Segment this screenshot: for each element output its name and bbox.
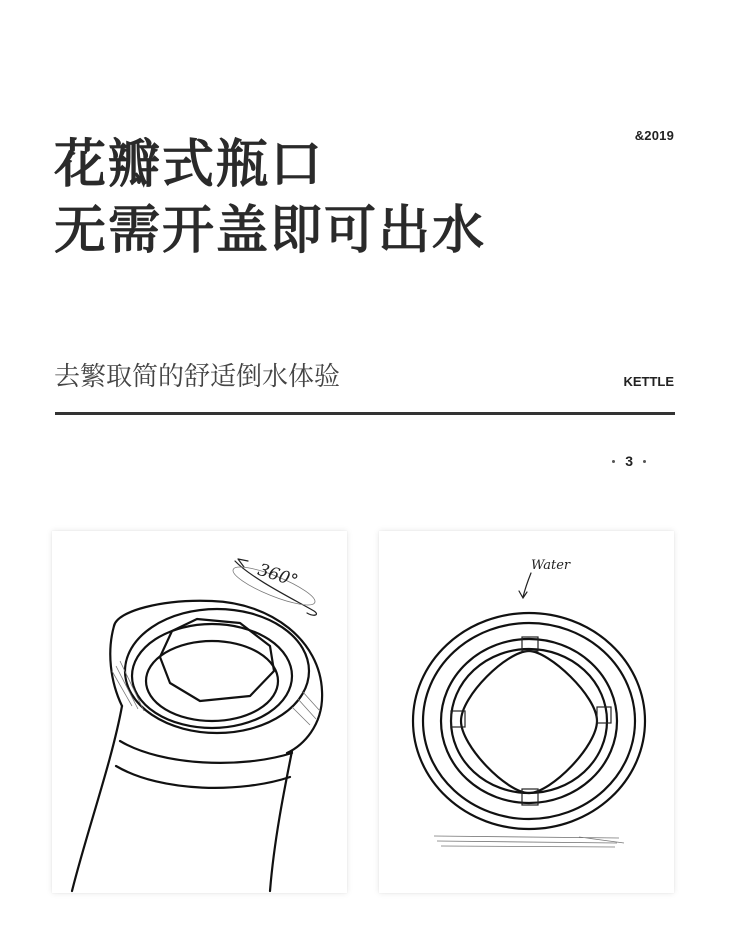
headline bbox=[54, 132, 486, 264]
bottle-sketch-card bbox=[52, 531, 347, 893]
bottle-body bbox=[72, 601, 322, 891]
bottle-sketch-illustration bbox=[52, 531, 347, 893]
water-annotation: Water bbox=[531, 558, 571, 573]
headline-line-2: 无需开盖即可出水 bbox=[54, 201, 487, 261]
page-number: 3 bbox=[625, 453, 633, 469]
page-indicator bbox=[612, 453, 646, 469]
subtitle: 去繁取简的舒适倒水体验 bbox=[54, 362, 341, 392]
headline-line-1: 花瓣式瓶口 bbox=[54, 135, 325, 195]
mouth-rings bbox=[413, 613, 645, 829]
indicator-dot-left bbox=[612, 460, 615, 463]
rotation-annotation: 360° bbox=[255, 559, 301, 592]
divider-rule bbox=[55, 412, 675, 415]
product-tag: KETTLE bbox=[623, 374, 674, 389]
ground-shadow bbox=[434, 836, 624, 847]
petal-opening-icon bbox=[461, 651, 597, 793]
water-arrow-icon bbox=[519, 573, 531, 598]
top-view-sketch-illustration bbox=[379, 531, 674, 893]
year-tag: &2019 bbox=[634, 128, 674, 143]
top-view-sketch-card bbox=[379, 531, 674, 893]
petal-tabs bbox=[451, 637, 611, 805]
cap-button-icon bbox=[160, 619, 274, 701]
indicator-dot-right bbox=[643, 460, 646, 463]
